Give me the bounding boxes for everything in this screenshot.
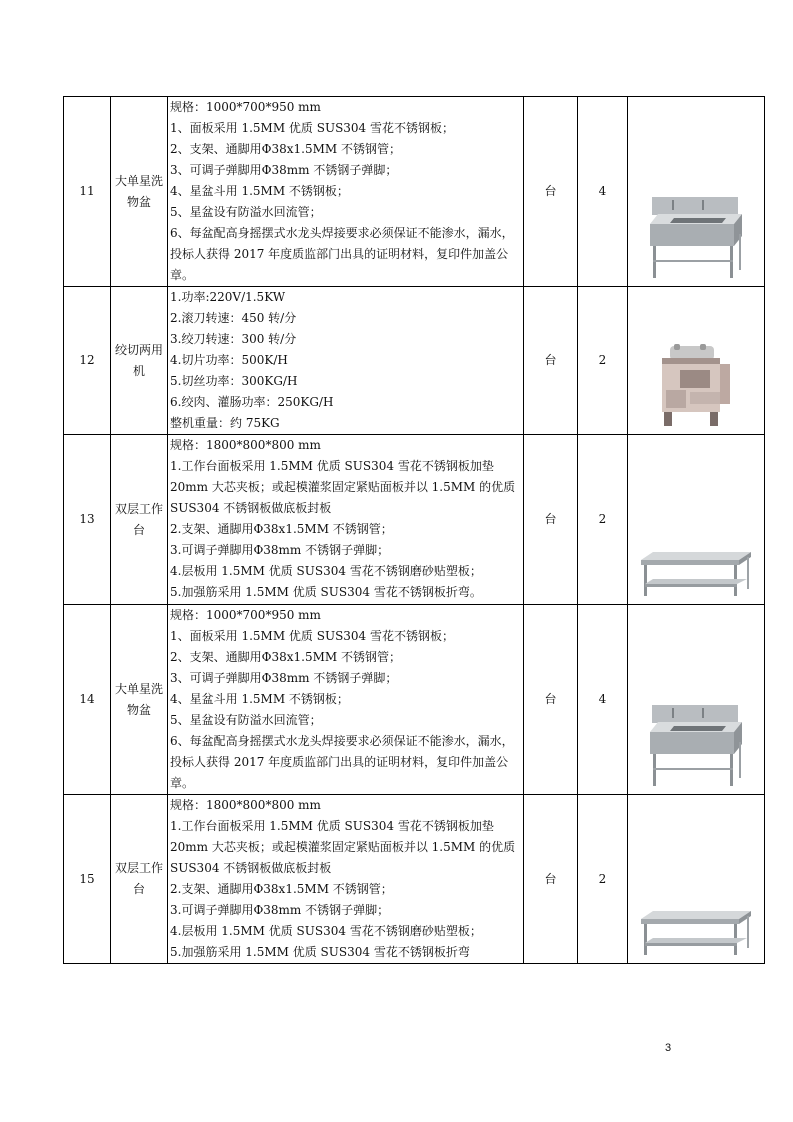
spec-line: 1、面板采用 1.5MM 优质 SUS304 雪花不锈钢板； xyxy=(170,121,455,135)
page-number: 3 xyxy=(665,1042,672,1054)
item-quantity: 2 xyxy=(578,287,628,435)
item-number: 15 xyxy=(64,795,111,964)
spec-line: 5、星盆设有防溢水回流管； xyxy=(170,713,322,727)
machine-icon xyxy=(656,344,736,428)
spec-line: 3.可调子弹脚用Φ38mm 不锈钢子弹脚； xyxy=(170,543,390,557)
spec-line: 6、每盆配高身摇摆式水龙头焊接要求必须保证不能渗水，漏水，投标人获得 2017 年度质监部门出具的证明材料，复印件加盖公章。 xyxy=(170,226,514,282)
worktable-icon xyxy=(639,909,753,957)
item-specification xyxy=(168,605,524,795)
table-row xyxy=(64,287,765,435)
item-number: 11 xyxy=(64,97,111,287)
spec-line: 5.加强筋采用 1.5MM 优质 SUS304 雪花不锈钢板折弯。 xyxy=(170,585,482,599)
spec-line: 整机重量：约 75KG xyxy=(170,416,280,430)
spec-line: 1.工作台面板采用 1.5MM 优质 SUS304 雪花不锈钢板加垫 20mm 大芯夹板；或起模灌浆固定紧贴面板并以 1.5MM 的优质 SUS304 不锈钢板做底板封板 xyxy=(170,819,516,875)
item-image-cell xyxy=(628,605,765,795)
spec-line: 3、可调子弹脚用Φ38mm 不锈钢子弹脚； xyxy=(170,671,398,685)
item-image-cell xyxy=(628,435,765,605)
spec-line: 6.绞肉、灌肠功率：250KG/H xyxy=(170,395,334,409)
item-specification xyxy=(168,435,524,605)
item-name: 双层工作台 xyxy=(111,435,168,605)
item-number: 14 xyxy=(64,605,111,795)
item-image-cell xyxy=(628,97,765,287)
item-unit: 台 xyxy=(524,287,578,435)
spec-line: 规格：1000*700*950 mm xyxy=(170,100,321,114)
item-name: 大单星洗物盆 xyxy=(111,97,168,287)
item-specification xyxy=(168,287,524,435)
spec-line: 4、星盆斗用 1.5MM 不锈钢板； xyxy=(170,692,349,706)
equipment-spec-table xyxy=(63,96,765,964)
spec-line: 1.工作台面板采用 1.5MM 优质 SUS304 雪花不锈钢板加垫 20mm 大芯夹板；或起模灌浆固定紧贴面板并以 1.5MM 的优质 SUS304 不锈钢板做底板封板 xyxy=(170,459,516,515)
item-image-cell xyxy=(628,795,765,964)
spec-line: 1、面板采用 1.5MM 优质 SUS304 雪花不锈钢板； xyxy=(170,629,455,643)
spec-line: 5.切丝功率：300KG/H xyxy=(170,374,298,388)
item-quantity: 2 xyxy=(578,435,628,605)
item-name: 大单星洗物盆 xyxy=(111,605,168,795)
spec-line: 6、每盆配高身摇摆式水龙头焊接要求必须保证不能渗水，漏水，投标人获得 2017 年度质监部门出具的证明材料，复印件加盖公章。 xyxy=(170,734,514,790)
spec-line: 3.可调子弹脚用Φ38mm 不锈钢子弹脚； xyxy=(170,903,390,917)
sink-icon xyxy=(646,194,746,280)
item-number: 13 xyxy=(64,435,111,605)
spec-line: 3.绞刀转速：300 转/分 xyxy=(170,332,297,346)
spec-line: 2、支架、通脚用Φ38x1.5MM 不锈钢管； xyxy=(170,650,401,664)
sink-icon xyxy=(646,702,746,788)
spec-line: 2、支架、通脚用Φ38x1.5MM 不锈钢管； xyxy=(170,142,401,156)
item-name: 绞切两用机 xyxy=(111,287,168,435)
item-number: 12 xyxy=(64,287,111,435)
spec-line: 2.滚刀转速：450 转/分 xyxy=(170,311,297,325)
spec-line: 5、星盆设有防溢水回流管； xyxy=(170,205,322,219)
table-body xyxy=(64,97,765,964)
spec-line: 2.支架、通脚用Φ38x1.5MM 不锈钢管； xyxy=(170,522,393,536)
spec-line: 规格：1800*800*800 mm xyxy=(170,438,321,452)
item-unit: 台 xyxy=(524,435,578,605)
item-specification xyxy=(168,97,524,287)
item-image-cell xyxy=(628,287,765,435)
spec-line: 规格：1800*800*800 mm xyxy=(170,798,321,812)
item-name: 双层工作台 xyxy=(111,795,168,964)
spec-line: 3、可调子弹脚用Φ38mm 不锈钢子弹脚； xyxy=(170,163,398,177)
item-unit: 台 xyxy=(524,795,578,964)
table-row xyxy=(64,795,765,964)
item-quantity: 4 xyxy=(578,605,628,795)
spec-line: 规格：1000*700*950 mm xyxy=(170,608,321,622)
worktable-icon xyxy=(639,550,753,598)
table-row xyxy=(64,97,765,287)
item-specification xyxy=(168,795,524,964)
item-quantity: 2 xyxy=(578,795,628,964)
spec-line: 4.层板用 1.5MM 优质 SUS304 雪花不锈钢磨砂贴塑板； xyxy=(170,924,482,938)
spec-line: 4.层板用 1.5MM 优质 SUS304 雪花不锈钢磨砂贴塑板； xyxy=(170,564,482,578)
table-row xyxy=(64,435,765,605)
spec-line: 2.支架、通脚用Φ38x1.5MM 不锈钢管； xyxy=(170,882,393,896)
spec-line: 4、星盆斗用 1.5MM 不锈钢板； xyxy=(170,184,349,198)
item-unit: 台 xyxy=(524,605,578,795)
spec-line: 1.功率:220V/1.5KW xyxy=(170,290,286,304)
spec-line: 5.加强筋采用 1.5MM 优质 SUS304 雪花不锈钢板折弯 xyxy=(170,945,470,959)
table-row xyxy=(64,605,765,795)
item-quantity: 4 xyxy=(578,97,628,287)
item-unit: 台 xyxy=(524,97,578,287)
spec-line: 4.切片功率：500K/H xyxy=(170,353,288,367)
